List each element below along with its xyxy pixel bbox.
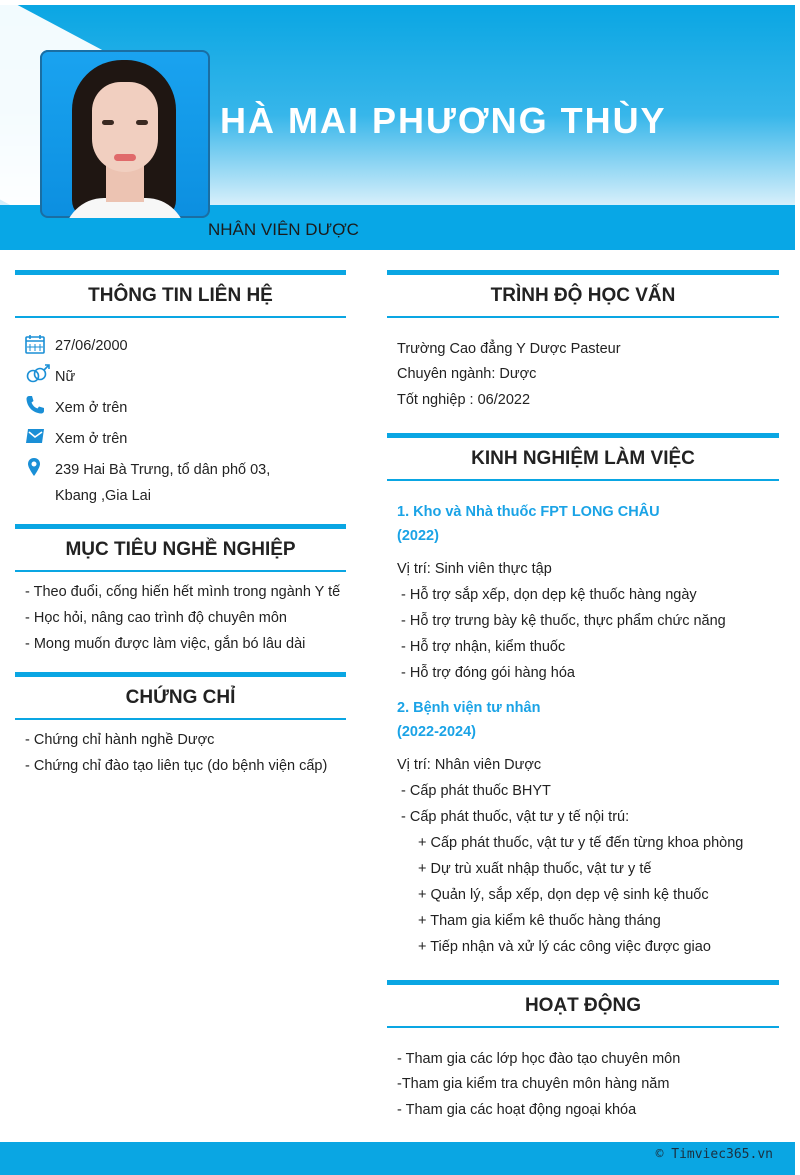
job-task: - Cấp phát thuốc, vật tư y tế nội trú: [401, 809, 630, 825]
job-task: - Hỗ trợ sắp xếp, dọn dẹp kệ thuốc hàng ngày [401, 587, 697, 603]
profile-photo [40, 50, 210, 218]
job-subtask: + Tham gia kiểm kê thuốc hàng tháng [418, 913, 661, 929]
phone-value: Xem ở trên [55, 400, 128, 416]
activities-section-title: HOẠT ĐỘNG [387, 980, 779, 1028]
objective-item: - Theo đuổi, cống hiến hết mình trong ngành Y tế [25, 584, 341, 600]
job-task: - Hỗ trợ trưng bày kệ thuốc, thực phẩm chức năng [401, 613, 726, 629]
job-position: Vị trí: Sinh viên thực tập [397, 561, 552, 577]
job-period: (2022-2024) [397, 724, 476, 740]
email-icon [25, 426, 45, 446]
calendar-icon [25, 334, 45, 354]
objective-section-title: MỤC TIÊU NGHỀ NGHIỆP [15, 524, 346, 572]
job-company: 2. Bệnh viện tư nhân [397, 700, 541, 716]
footer-bar [0, 1142, 795, 1175]
job-task: - Cấp phát thuốc BHYT [401, 783, 551, 799]
objective-item: - Mong muốn được làm việc, gắn bó lâu dài [25, 636, 306, 652]
activity-item: - Tham gia các lớp học đào tạo chuyên môn [397, 1051, 681, 1067]
job-task: - Hỗ trợ đóng gói hàng hóa [401, 665, 575, 681]
education-major: Chuyên ngành: Dược [397, 366, 537, 382]
job-company: 1. Kho và Nhà thuốc FPT LONG CHÂU [397, 504, 660, 520]
job-task: - Hỗ trợ nhận, kiểm thuốc [401, 639, 566, 655]
location-pin-icon [25, 457, 45, 477]
education-school: Trường Cao đẳng Y Dược Pasteur [397, 341, 621, 357]
activity-item: -Tham gia kiểm tra chuyên môn hàng năm [397, 1076, 670, 1092]
education-graduation: Tốt nghiệp : 06/2022 [397, 392, 531, 408]
candidate-name: HÀ MAI PHƯƠNG THÙY [220, 100, 667, 141]
activity-item: - Tham gia các hoạt động ngoại khóa [397, 1102, 637, 1118]
education-section-title: TRÌNH ĐỘ HỌC VẤN [387, 270, 779, 318]
candidate-role: NHÂN VIÊN DƯỢC [208, 220, 359, 239]
address-line-1: 239 Hai Bà Trưng, tổ dân phố 03, [55, 462, 271, 478]
phone-icon [25, 395, 45, 415]
email-value: Xem ở trên [55, 431, 128, 447]
birthday-value: 27/06/2000 [55, 338, 128, 354]
certificates-section-title: CHỨNG CHỈ [15, 672, 346, 720]
certificate-item: - Chứng chỉ hành nghề Dược [25, 732, 215, 748]
job-subtask: + Tiếp nhận và xử lý các công việc được giao [418, 939, 711, 955]
gender-icon [25, 364, 51, 384]
job-subtask: + Cấp phát thuốc, vật tư y tế đến từng khoa phòng [418, 835, 744, 851]
certificate-item: - Chứng chỉ đào tạo liên tục (do bệnh viện cấp) [25, 758, 328, 774]
address-line-2: Kbang ,Gia Lai [55, 488, 151, 504]
job-subtask: + Quản lý, sắp xếp, dọn dẹp vệ sinh kệ thuốc [418, 887, 709, 903]
job-subtask: + Dự trù xuất nhập thuốc, vật tư y tế [418, 861, 652, 877]
job-position: Vị trí: Nhân viên Dược [397, 757, 542, 773]
objective-item: - Học hỏi, nâng cao trình độ chuyên môn [25, 610, 287, 626]
contact-section-title: THÔNG TIN LIÊN HỆ [15, 270, 346, 318]
gender-value: Nữ [55, 369, 76, 385]
copyright-link[interactable]: © Timviec365.vn [655, 1147, 773, 1162]
experience-section-title: KINH NGHIỆM LÀM VIỆC [387, 433, 779, 481]
job-period: (2022) [397, 528, 439, 544]
